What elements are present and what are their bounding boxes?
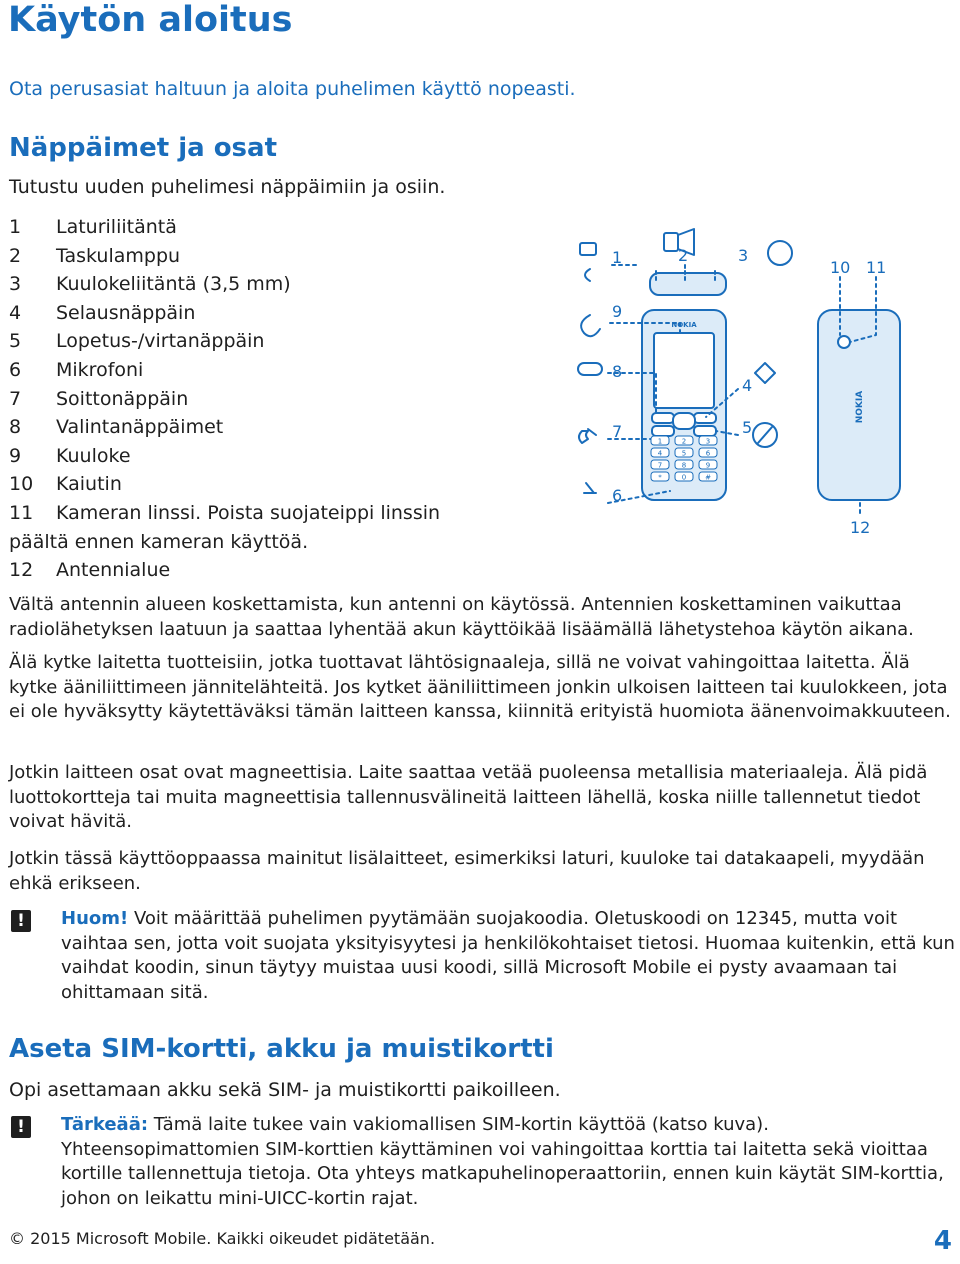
keypad-key-label: 1 (657, 437, 663, 446)
callout-label-12: 12 (850, 518, 871, 537)
earpiece-icon (581, 315, 600, 336)
callout-label-11: 11 (866, 258, 887, 277)
part-label: Mikrofoni (56, 358, 144, 381)
important-label: Tärkeää: (61, 1114, 149, 1135)
brand-logo-back: NOKIA (855, 390, 865, 424)
left-softkey (652, 413, 674, 423)
page-title: Käytön aloitus (8, 0, 293, 40)
navi-key (673, 413, 695, 429)
paragraph: Jotkin tässä käyttöoppaassa mainitut lisälaitteet, esimerkiksi laturi, kuuloke tai datakaapeli, myydään ehkä erikseen. (9, 848, 925, 894)
part-number: 11 (9, 501, 34, 524)
keypad-key-label: # (705, 473, 711, 482)
section-subtitle-keys: Tutustu uuden puhelimesi näppäimiin ja osiin. (9, 176, 446, 198)
keypad-key-label: 8 (681, 461, 687, 470)
part-label: Laturiliitäntä (56, 216, 177, 238)
brand-logo-front: NOKIA (671, 321, 697, 329)
call-key (652, 426, 674, 436)
page-number: 4 (933, 1226, 952, 1256)
callout-label-3: 3 (738, 246, 749, 265)
keypad-key-label: 3 (705, 437, 711, 446)
callout-label-2: 2 (678, 246, 689, 265)
part-label: Soittonäppäin (56, 387, 189, 410)
list-item (9, 356, 479, 385)
part-number: 6 (9, 358, 22, 381)
callout-label-1: 1 (612, 248, 623, 267)
part-label: Antennialue (56, 559, 171, 582)
keypad-key-label: * (658, 473, 662, 482)
callout-label-4: 4 (742, 376, 753, 395)
callout-label-5: 5 (742, 418, 753, 437)
part-number: 5 (9, 330, 22, 353)
section-heading-sim: Aseta SIM-kortti, akku ja muistikortti (9, 1034, 554, 1064)
section-heading-keys: Näppäimet ja osat (9, 133, 278, 163)
callout-label-9: 9 (612, 302, 623, 321)
flashlight-icon (664, 233, 678, 251)
part-label: Lopetus-/virtanäppäin (56, 330, 265, 353)
callout-label-7: 7 (612, 422, 623, 441)
paragraph: Älä kytke laitetta tuotteisiin, jotka tuottavat lähtösignaaleja, sillä ne voivat vahingoittaa laitetta. Älä kytke ääniliittimeen jännitelähteitä. Jos kytket ääniliittimeen jonkin ulkoisen laitteen tai kuulokkeen, jota ei ole hyväksytty käytettäväksi tämän laitteen kanssa, kiinnitä erityistä huomiota äänenvoimakkuuteen. (9, 652, 951, 722)
list-item (9, 442, 479, 471)
keypad-key-label: 9 (705, 461, 711, 470)
keypad-key-label: 4 (657, 449, 663, 458)
phone-parts-diagram (560, 225, 920, 555)
list-item (9, 213, 479, 242)
part-number: 2 (9, 244, 22, 267)
important-block (61, 1113, 956, 1211)
part-number: 4 (9, 301, 22, 324)
list-item (9, 499, 479, 556)
list-item (9, 556, 479, 585)
part-label: Kaiutin (56, 473, 122, 496)
list-item (9, 385, 479, 414)
part-number: 12 (9, 559, 34, 582)
list-item (9, 327, 479, 356)
section-subtitle-sim: Opi asettamaan akku sekä SIM- ja muistikortti paikoilleen. (9, 1079, 561, 1101)
right-softkey (694, 413, 716, 423)
call-icon (579, 429, 596, 443)
callout-label-8: 8 (612, 362, 623, 381)
part-number: 8 (9, 416, 22, 439)
list-item (9, 470, 479, 499)
charger-cable-icon (585, 269, 590, 281)
charger-icon (580, 243, 596, 255)
part-label: Kuuloke (56, 444, 131, 467)
callout-label-6: 6 (612, 486, 623, 505)
microphone-icon (584, 483, 596, 493)
part-label: Kameran linssi. Poista suojateippi linssin päältä ennen kameran käyttöä. (9, 501, 441, 553)
copyright-footer: © 2015 Microsoft Mobile. Kaikki oikeudet pidätetään. (9, 1229, 436, 1248)
callout-label-10: 10 (830, 258, 851, 277)
intro-text: Ota perusasiat haltuun ja aloita puhelimen käyttö nopeasti. (9, 78, 576, 100)
keypad-key-label: 7 (657, 461, 663, 470)
keypad-key-label: 2 (681, 437, 687, 446)
paragraph: Jotkin laitteen osat ovat magneettisia. Laite saattaa vetää puoleensa metallisia materiaaleja. Älä pidä luottokortteja tai muita magneettisia tallennusvälineitä laitteen lähellä, koska niille tallennetut tiedot voivat hävitä. (9, 762, 928, 832)
end-key (694, 426, 716, 436)
exclamation-icon: ! (11, 910, 31, 932)
part-label: Kuulokeliitäntä (3,5 mm) (56, 273, 291, 296)
part-label: Selausnäppäin (56, 301, 196, 324)
list-item (9, 299, 479, 328)
important-text: Tämä laite tukee vain vakiomallisen SIM-kortin käyttöä (katso kuva). Yhteensopimattomien SIM-korttien käyttäminen voi vahingoittaa korttia tai laitetta sekä vioittaa kortille tallennettuja tietoja. Ota yhteys matkapuhelinoperaattoriin, ennen kuin käytät SIM-korttia, johon on leikattu mini-UICC-kortin rajat. (61, 1114, 944, 1209)
part-number: 7 (9, 387, 22, 410)
selection-key-icon (578, 363, 602, 375)
part-label: Valintanäppäimet (56, 416, 224, 439)
parts-list (9, 213, 479, 585)
headset-icon (768, 241, 792, 265)
part-number: 3 (9, 273, 22, 296)
list-item (9, 270, 479, 299)
navigation-key-icon (755, 363, 775, 383)
exclamation-icon: ! (11, 1116, 31, 1138)
keypad-key-label: 5 (681, 449, 687, 458)
keypad-key-label: 0 (681, 473, 687, 482)
part-number: 1 (9, 216, 22, 238)
part-label: Taskulamppu (56, 244, 181, 267)
phone-screen (654, 333, 714, 408)
part-number: 10 (9, 473, 34, 496)
paragraph: Vältä antennin alueen koskettamista, kun antenni on käytössä. Antennien koskettaminen vaikuttaa radiolähetyksen laatuun ja saattaa lyhentää akun käyttöikää lisäämällä lähetystehoa käytön aikana. (9, 594, 914, 640)
part-number: 9 (9, 444, 22, 467)
note-block (61, 907, 956, 1005)
note-label: Huom! (61, 908, 129, 929)
note-text: Voit määrittää puhelimen pyytämään suojakoodia. Oletuskoodi on 12345, mutta voit vaihtaa sen, jotta voit suojata yksityisyytesi ja henkilökohtaiset tietosi. Huomaa kuitenkin, että kun vaihdat koodin, sinun täytyy muistaa uusi koodi, sillä Microsoft Mobile ei pysty avaamaan tai ohittamaan sitä. (61, 908, 955, 1003)
list-item (9, 242, 479, 271)
camera-lens-icon (838, 336, 850, 348)
list-item (9, 413, 479, 442)
keypad-key-label: 6 (705, 449, 711, 458)
